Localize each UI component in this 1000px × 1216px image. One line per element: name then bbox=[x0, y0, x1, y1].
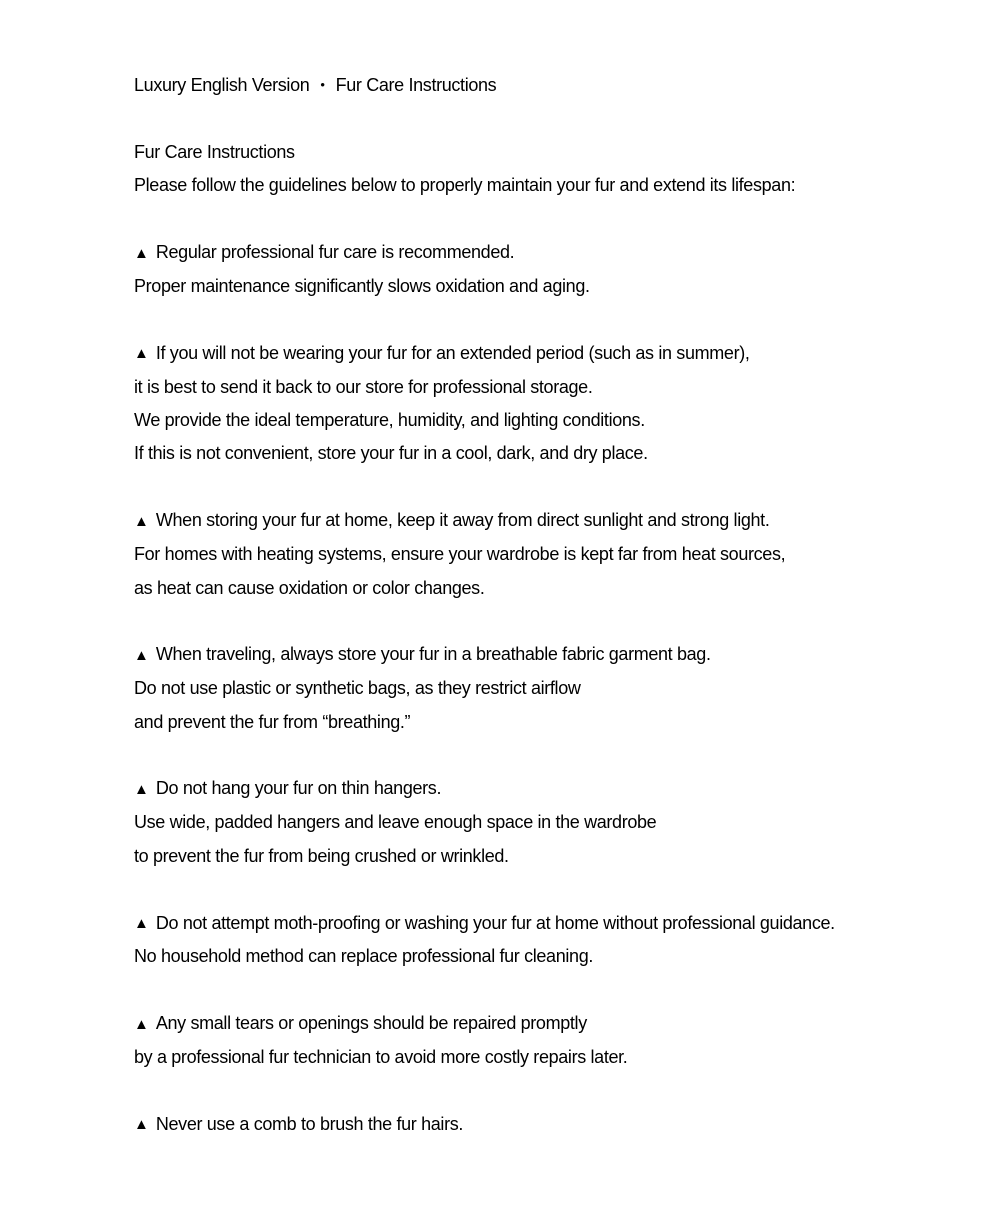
page-title: Fur Care Instructions bbox=[134, 141, 295, 162]
section-first-line: ▲ Regular professional fur care is recommended. bbox=[134, 236, 960, 270]
section-line: For homes with heating systems, ensure your wardrobe is kept far from heat sources, bbox=[134, 544, 786, 565]
section-line: We provide the ideal temperature, humidity, and lighting conditions. bbox=[134, 410, 645, 431]
triangle-bullet-icon: ▲ bbox=[134, 244, 149, 262]
triangle-bullet-icon: ▲ bbox=[134, 512, 149, 530]
care-section bbox=[134, 1007, 960, 1074]
intro-text: Please follow the guidelines below to properly maintain your fur and extend its lifespan: bbox=[134, 175, 796, 196]
section-line: Do not use plastic or synthetic bags, as they restrict airflow bbox=[134, 678, 581, 699]
section-first-line: ▲ Any small tears or openings should be repaired promptly bbox=[134, 1007, 960, 1041]
care-section bbox=[134, 504, 960, 605]
section-first-line: ▲ Do not hang your fur on thin hangers. bbox=[134, 772, 960, 806]
section-line: If this is not convenient, store your fur in a cool, dark, and dry place. bbox=[134, 443, 648, 464]
document-header bbox=[134, 68, 960, 102]
triangle-bullet-icon: ▲ bbox=[134, 1015, 149, 1033]
section-line: by a professional fur technician to avoid more costly repairs later. bbox=[134, 1047, 628, 1068]
section-first-line: ▲ Never use a comb to brush the fur hairs. bbox=[134, 1108, 960, 1142]
section-first-line: ▲ When traveling, always store your fur in a breathable fabric garment bag. bbox=[134, 638, 960, 672]
section-line: it is best to send it back to our store for professional storage. bbox=[134, 376, 593, 397]
section-first-line: ▲ When storing your fur at home, keep it away from direct sunlight and strong light. bbox=[134, 504, 960, 538]
header-right-label: Fur Care Instructions bbox=[335, 75, 497, 95]
section-first-line: ▲ Do not attempt moth-proofing or washing your fur at home without professional guidance. bbox=[134, 907, 960, 941]
section-line: Use wide, padded hangers and leave enough space in the wardrobe bbox=[134, 812, 657, 833]
section-line: Proper maintenance significantly slows oxidation and aging. bbox=[134, 275, 590, 296]
sections-container bbox=[134, 236, 960, 1142]
header-separator-dot-icon: • bbox=[320, 77, 325, 92]
triangle-bullet-icon: ▲ bbox=[134, 345, 149, 363]
care-section bbox=[134, 1108, 960, 1142]
section-first-line: ▲ If you will not be wearing your fur for an extended period (such as in summer), bbox=[134, 337, 960, 371]
care-section bbox=[134, 907, 960, 974]
triangle-bullet-icon: ▲ bbox=[134, 1116, 149, 1134]
triangle-bullet-icon: ▲ bbox=[134, 915, 149, 933]
care-section bbox=[134, 236, 960, 303]
section-line: to prevent the fur from being crushed or wrinkled. bbox=[134, 845, 509, 866]
section-line: No household method can replace professional fur cleaning. bbox=[134, 946, 594, 967]
section-line: as heat can cause oxidation or color changes. bbox=[134, 577, 485, 598]
triangle-bullet-icon: ▲ bbox=[134, 780, 149, 798]
care-section bbox=[134, 337, 960, 471]
header-left-label: Luxury English Version bbox=[134, 75, 310, 95]
care-section bbox=[134, 772, 960, 873]
care-section bbox=[134, 638, 960, 739]
section-line: and prevent the fur from “breathing.” bbox=[134, 711, 411, 732]
triangle-bullet-icon: ▲ bbox=[134, 646, 149, 664]
